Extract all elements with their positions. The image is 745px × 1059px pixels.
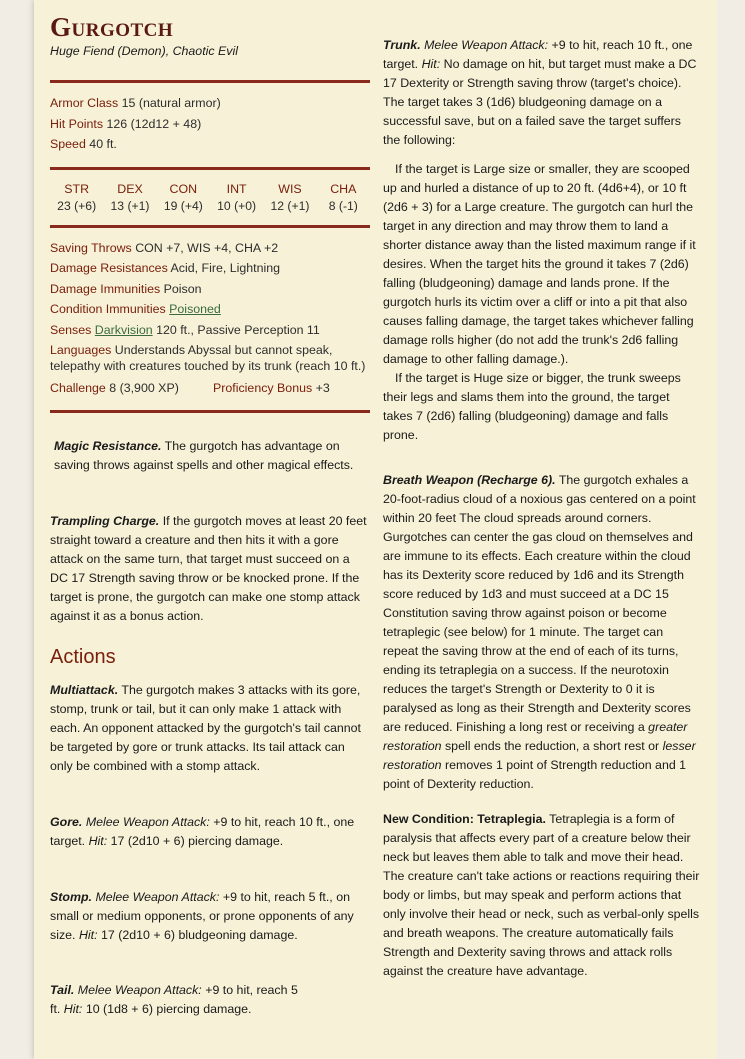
proficiency-bonus (213, 378, 330, 399)
damage-text: 17 (2d10 + 6) piercing damage. (110, 833, 284, 848)
trait-magic-resistance (50, 437, 370, 475)
ability-score: 12 (+1) (270, 198, 310, 213)
armor-class (50, 93, 370, 114)
spell-lesser-restoration: lesser restoration (383, 739, 696, 772)
action-stomp (50, 888, 370, 945)
monster-name: Gurgotch (50, 12, 174, 42)
action-multiattack (50, 681, 370, 776)
ability-score: 13 (+1) (110, 198, 150, 213)
divider (50, 410, 370, 413)
hit-points-value: 126 (12d12 + 48) (106, 116, 202, 131)
ability-score: 8 (-1) (328, 198, 358, 213)
trait-trampling-charge (50, 512, 370, 626)
languages (50, 342, 370, 374)
challenge (50, 378, 213, 399)
damage-immunities-value: Poison (163, 281, 202, 296)
hit-label: Hit: (78, 927, 98, 942)
breath-text: The gurgotch exhales a 20-foot-radius cloud of a noxious gas centered on a point within 20 feet The cloud spreads around corners. Gurgotches can center the gas cloud on themselves and are immune to its effects. Each creature within the cloud has its Dexterity score reduced by 1d6 and its Strength score reduced by 1d3 and must succeed at a DC 15 Constitution saving throw against poison or become tetraplegic (see below) for 1 minute. The target can repeat the saving throw at the end of each of its turns, ending its tetraplegia on a success. If the neurotoxin reduces the target's Strength or Dexterity to 0 it is paralysed as long as their Strength and Dexterity scores are reduced. Finishing a long rest or receiving a (383, 473, 696, 734)
poisoned-link[interactable]: Poisoned (169, 302, 221, 316)
attack-type: Melee Weapon Attack: (85, 814, 210, 829)
spell-greater-restoration: greater restoration (383, 720, 688, 753)
proficiency-value: +3 (315, 381, 330, 395)
armor-class-label: Armor Class (50, 96, 119, 110)
ability-name: WIS (278, 181, 302, 196)
ability-int (210, 182, 263, 213)
hit-label: Hit: (88, 833, 108, 848)
senses-value: 120 ft., Passive Perception 11 (156, 322, 320, 337)
damage-immunities (50, 279, 370, 300)
languages-value: Understands Abyssal but cannot speak, telepathy with creatures touched by its trunk (reach 10 ft.) (50, 343, 366, 373)
attack-text: +9 to hit, reach 5 ft., on small or medium opponents, or prone opponents of any size. (50, 889, 354, 942)
action-name: Multiattack. (50, 682, 119, 697)
damage-text: No damage on hit, but target must make a DC 17 Dexterity or Strength saving throw (target's choice). The target takes 3 (1d6) bludgeoning damage on a successful save, but on a failed save the target suffers the following: (383, 57, 697, 147)
hit-points (50, 114, 370, 135)
ability-name: CON (169, 181, 198, 196)
attack-text: +9 to hit, reach 10 ft., one target. (383, 38, 693, 71)
hit-label: Hit: (63, 1001, 83, 1016)
saving-throws-label: Saving Throws (50, 240, 132, 255)
challenge-row (50, 378, 370, 399)
action-gore (50, 813, 370, 851)
breath-text: removes 1 point of Strength reduction and 1 point of Dexterity reduction. (383, 758, 687, 791)
divider (50, 225, 370, 228)
trunk-large-paragraph: If the target is Large size or smaller, they are scooped up and hurled a distance of up to 20 ft. (4d6+4), or 10 ft (2d6 + 3) for a Large creature. The gurgotch can hurl the target in any direction and may throw them to land a shorter distance away than the listed maximum range if it desires. When the target hits the ground it takes 7 (2d6) falling (bludgeoning) damage and lands prone. If the gurgotch hurls its victim over a cliff or into a pit that also causes falling damage, the target takes whichever falling damage rolls higher (do not add the trunk's 2d6 falling damage to other falling damage.). (383, 162, 696, 366)
ability-wis (263, 182, 316, 213)
ability-cha (317, 182, 370, 213)
condition-tetraplegia (383, 810, 701, 981)
action-tail (50, 981, 300, 1019)
action-name: Trunk. (383, 38, 421, 52)
action-name: Tail. (50, 982, 75, 997)
attack-text: +9 to hit, reach 10 ft., one target. (50, 814, 355, 848)
damage-text: 17 (2d10 + 6) bludgeoning damage. (100, 927, 298, 942)
damage-resistances-label: Damage Resistances (50, 261, 168, 275)
condition-name: New Condition: Tetraplegia. (383, 812, 546, 826)
senses (50, 320, 370, 341)
trunk-huge-paragraph: If the target is Huge size or bigger, the trunk sweeps their legs and slams them into the ground, the target takes 7 (2d6) falling (bludgeoning) damage and falls prone. (383, 371, 681, 442)
darkvision-link[interactable]: Darkvision (94, 322, 153, 337)
languages-label: Languages (50, 343, 112, 357)
divider (50, 80, 370, 83)
hit-points-label: Hit Points (50, 116, 104, 131)
ability-con (157, 182, 210, 213)
ability-name: DEX (117, 181, 143, 196)
condition-text: Tetraplegia is a form of paralysis that affects every part of a creature below their neck but leaves them able to talk and move their head. The creature can't take actions or reactions requiring their body or limbs, but may speak and perform actions that only involve their head or neck, such as verbal-only spells and breath weapons. The creature automatically fails Strength and Dexterity saving throws and attack rolls against the creature have advantage. (383, 812, 700, 978)
attack-text: +9 to hit, reach 5 ft. (50, 982, 298, 1016)
trait-text: The gurgotch has advantage on saving throws against spells and other magical effects. (54, 438, 354, 472)
page-margin-left (0, 0, 34, 1059)
action-name: Stomp. (50, 889, 92, 904)
trait-text: If the gurgotch moves at least 20 feet straight toward a creature and then hits it with a gore attack on the same turn, that target must succeed on a DC 17 Strength saving throw or be knocked prone. If the target is prone, the gurgotch can make one stomp attack against it as a bonus action. (50, 513, 367, 623)
ability-score: 23 (+6) (57, 198, 97, 213)
speed-label: Speed (50, 137, 86, 151)
monster-subtitle: Huge Fiend (Demon), Chaotic Evil (50, 44, 239, 58)
damage-resistances (50, 258, 370, 279)
saving-throws (50, 238, 370, 259)
ability-str (50, 182, 103, 213)
ability-dex (103, 182, 156, 213)
armor-class-value: 15 (natural armor) (121, 96, 221, 110)
ability-scores (50, 182, 370, 213)
action-text: The gurgotch makes 3 attacks with its gore, stomp, trunk or tail, but it can only make 1 attack with each. An opponent attacked by the gurgotch's tail cannot be targeted by gore or trunk attacks. Its tail attack can only be combined with a stomp attack. (50, 682, 361, 773)
divider (50, 167, 370, 170)
proficiency-label: Proficiency Bonus (213, 381, 313, 395)
attack-type: Melee Weapon Attack: (77, 982, 202, 997)
breath-text: spell ends the reduction, a short rest or (441, 739, 663, 753)
action-name: Gore. (50, 814, 83, 829)
saving-throws-value: CON +7, WIS +4, CHA +2 (135, 240, 279, 255)
attack-type: Melee Weapon Attack: (95, 889, 220, 904)
damage-text: 10 (1d8 + 6) piercing damage. (85, 1001, 252, 1016)
ability-name: STR (64, 181, 90, 196)
condition-immunities-label: Condition Immunities (50, 302, 166, 316)
attack-type: Melee Weapon Attack: (424, 38, 549, 52)
action-breath-weapon (383, 471, 701, 794)
trait-name: Trampling Charge. (50, 513, 160, 528)
speed-value: 40 ft. (89, 137, 117, 151)
condition-immunities (50, 299, 370, 320)
stat-block-page (34, 0, 717, 1059)
ability-name: INT (226, 181, 247, 196)
speed (50, 134, 370, 155)
damage-resistances-value: Acid, Fire, Lightning (170, 261, 281, 275)
left-column (50, 12, 370, 1019)
ability-score: 10 (+0) (217, 198, 257, 213)
page-margin-right (717, 0, 745, 1059)
ability-score: 19 (+4) (163, 198, 203, 213)
ability-name: CHA (330, 181, 357, 196)
challenge-value: 8 (3,900 XP) (109, 381, 179, 395)
damage-immunities-label: Damage Immunities (50, 281, 161, 296)
actions-heading: Actions (50, 645, 116, 668)
hit-label: Hit: (421, 57, 441, 71)
trait-name: Magic Resistance. (54, 438, 162, 453)
challenge-label: Challenge (50, 381, 106, 395)
right-column (383, 36, 701, 981)
action-trunk (383, 36, 701, 150)
senses-label: Senses (50, 322, 92, 337)
action-name: Breath Weapon (Recharge 6). (383, 473, 556, 487)
